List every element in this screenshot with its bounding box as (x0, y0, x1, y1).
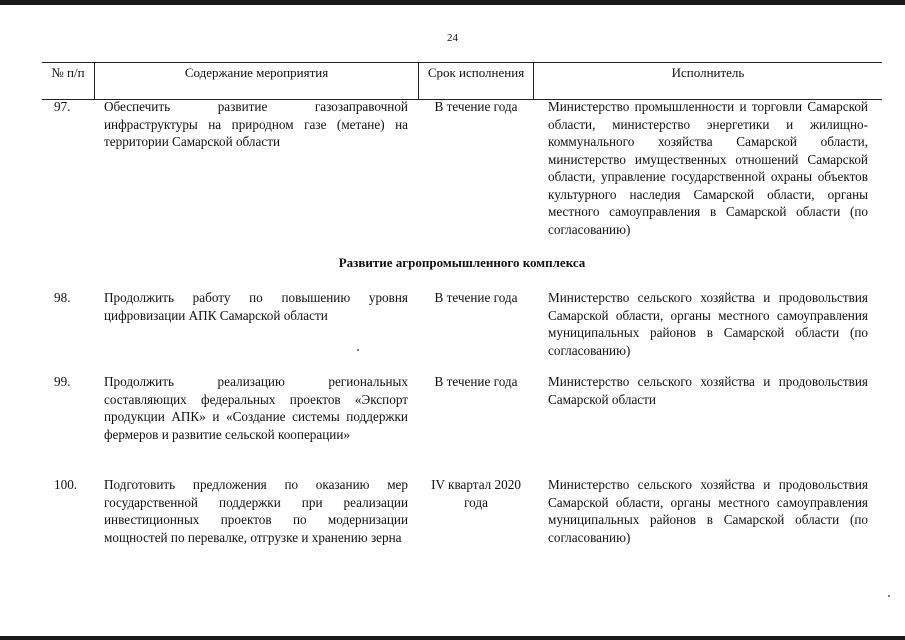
section-title: Развитие агропромышленного комплекса (338, 255, 586, 270)
row-term: В течение года (434, 290, 518, 305)
scan-speck (888, 595, 890, 597)
row-content: Продолжить реализацию региональных составляющих федеральных проектов «Экспорт продукции АПК» и «Создание системы поддержки фермеров и развитие сельской кооперации» (104, 374, 408, 442)
row-executor: Министерство сельского хозяйства и продовольствия Самарской области (548, 374, 868, 407)
row-term: В течение года (434, 99, 518, 114)
header-executor: Исполнитель (671, 65, 745, 80)
table-header (42, 62, 882, 100)
page-number: 24 (447, 32, 458, 44)
top-scan-border (0, 0, 905, 5)
row-number: 98. (54, 290, 71, 305)
header-content: Содержание мероприятия (184, 65, 329, 80)
row-number: 100. (54, 477, 78, 492)
row-term: В течение года (434, 374, 518, 389)
row-content: Подготовить предложения по оказанию мер государственной поддержки при реализации инвестиционных проектов по модернизации мощностей по перевалке, отгрузке и хранению зерна (104, 477, 408, 545)
scan-speck (357, 349, 359, 351)
row-content: Обеспечить развитие газозаправочной инфраструктуры на природном газе (метане) на территории Самарской области (104, 99, 408, 149)
row-executor: Министерство сельского хозяйства и продовольствия Самарской области, органы местного самоуправления муниципальных районов в Самарской области (по согласованию) (548, 477, 868, 545)
row-executor: Министерство промышленности и торговли Самарской области, министерство энергетики и жилищно-коммунального хозяйства Самарской области, министерство имущественных отношений Самарской области, управление государственной охраны объектов культурного наследия Самарской области, органы местного самоуправления в Самарской области (по согласованию) (548, 99, 868, 237)
header-term: Срок исполнения (427, 65, 525, 80)
row-content: Продолжить работу по повышению уровня цифровизации АПК Самарской области (104, 290, 408, 323)
measures-table (42, 62, 882, 100)
bottom-scan-border (0, 636, 905, 640)
header-num: № п/п (51, 65, 85, 80)
row-term: IV квартал 2020 года (431, 477, 521, 510)
row-number: 99. (54, 374, 71, 389)
row-executor: Министерство сельского хозяйства и продовольствия Самарской области, органы местного самоуправления муниципальных районов в Самарской области (по согласованию) (548, 290, 868, 358)
row-number: 97. (54, 99, 71, 114)
